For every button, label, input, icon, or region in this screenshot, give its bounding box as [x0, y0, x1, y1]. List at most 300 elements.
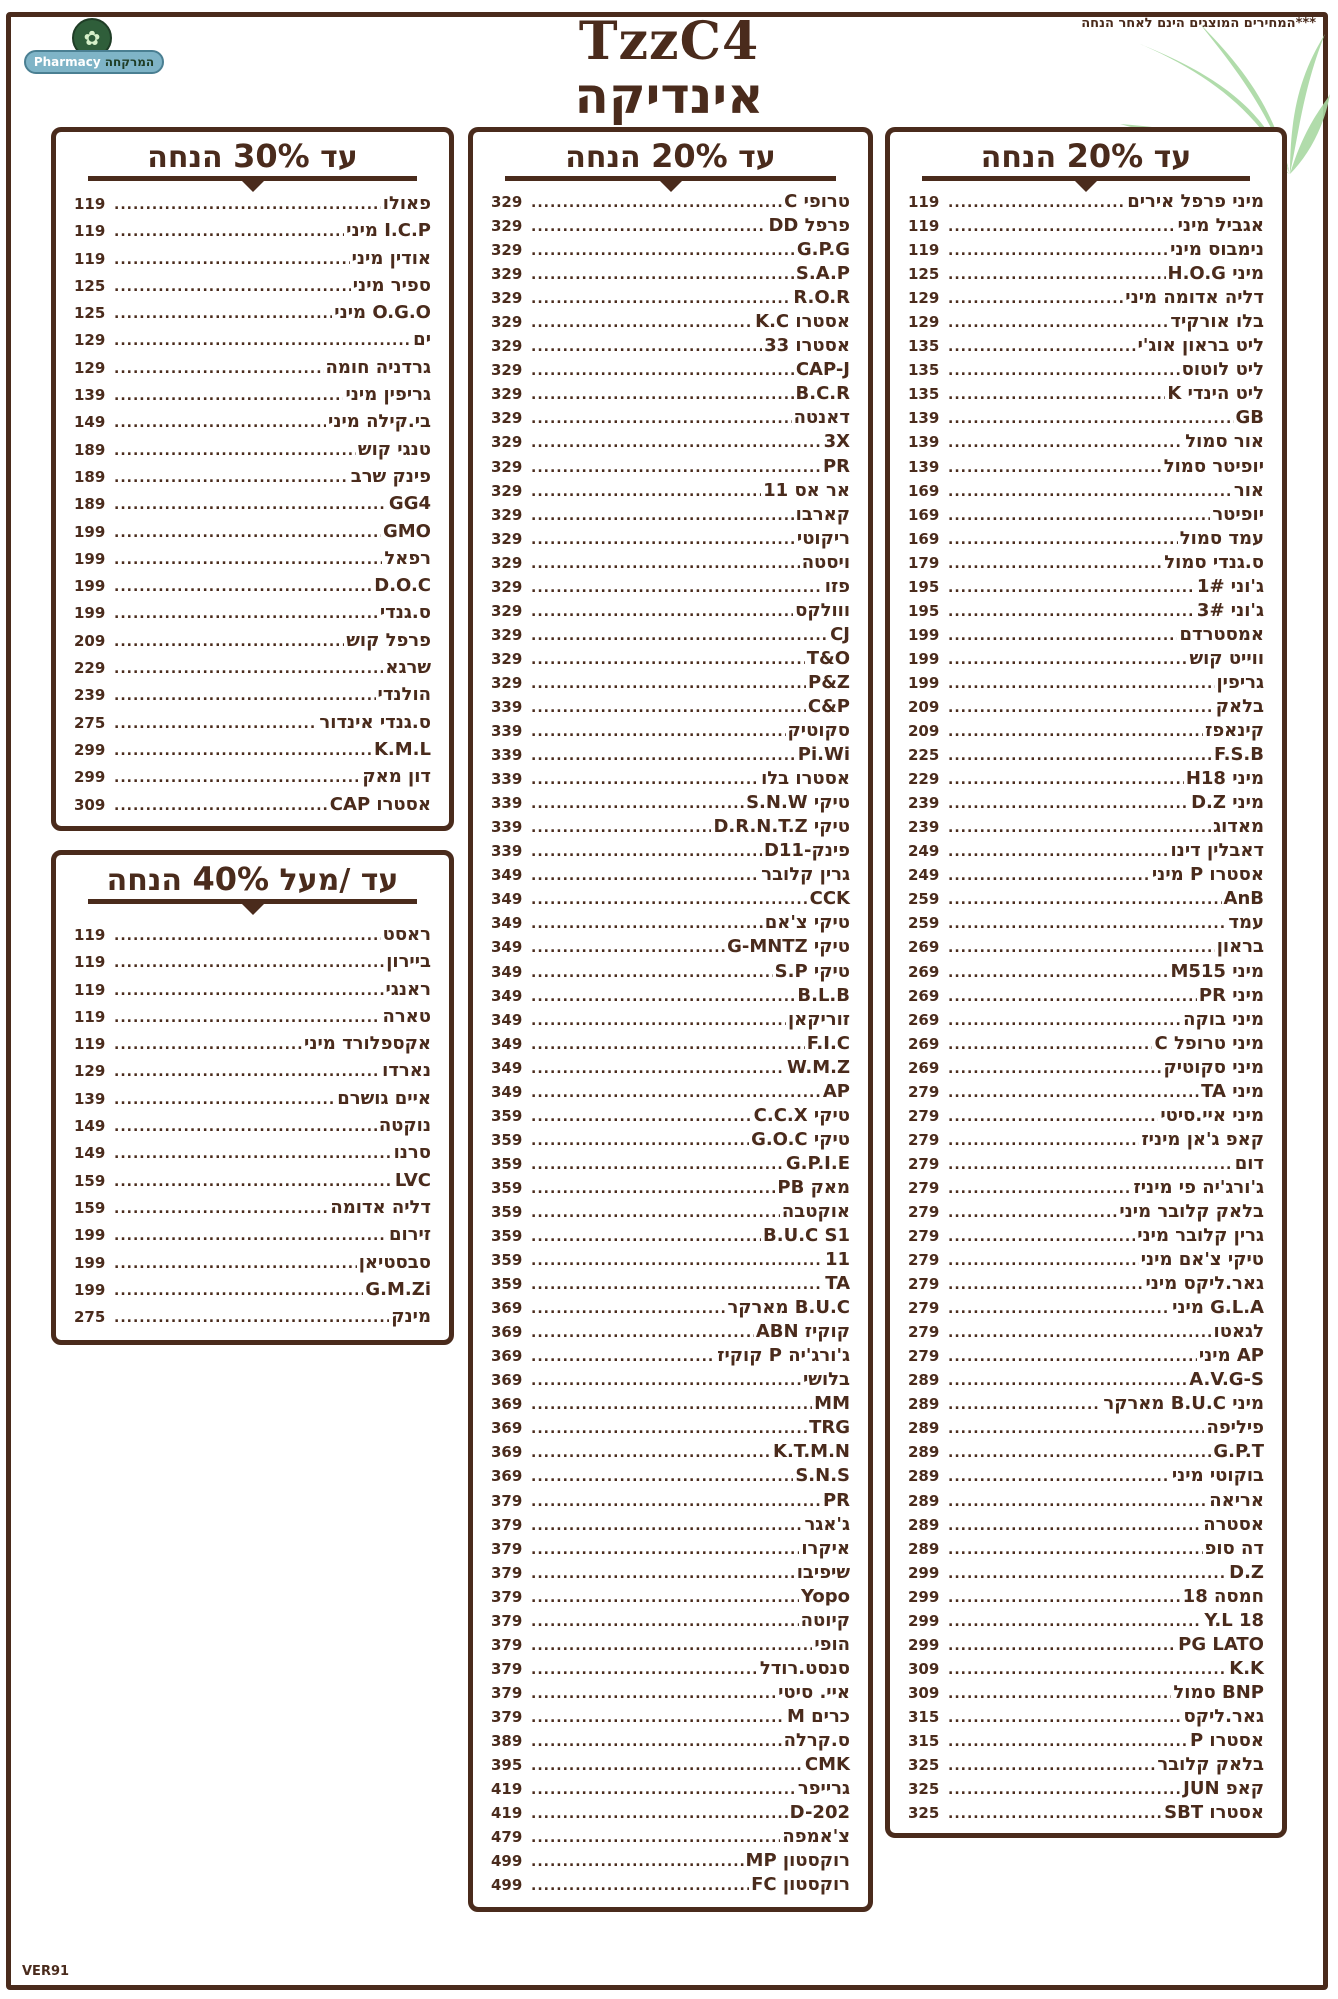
item-price: 299 [908, 1563, 940, 1582]
list-item [908, 1368, 1264, 1392]
list-item [908, 647, 1264, 671]
item-name: בלו אורקיד [1170, 311, 1264, 333]
item-name: בלאק קלובר מיני [1119, 1200, 1264, 1222]
list-item [74, 763, 431, 790]
item-price: 279 [908, 1082, 940, 1101]
item-price: 349 [491, 890, 523, 909]
dot-leader [948, 1129, 1139, 1153]
item-price: 209 [74, 631, 106, 650]
dot-leader [531, 888, 808, 912]
list-item [491, 1753, 850, 1777]
item-name: LVC [394, 1169, 431, 1191]
item-name: GB [1235, 407, 1264, 429]
item-price: 369 [491, 1323, 523, 1342]
item-name: מאק PB [777, 1176, 850, 1198]
list-item [908, 671, 1264, 695]
list-item [908, 262, 1264, 286]
list-item [491, 671, 850, 695]
item-price: 129 [908, 289, 940, 308]
list-item [74, 518, 431, 545]
list-item [491, 1681, 850, 1705]
item-price: 269 [908, 986, 940, 1005]
dot-leader [531, 792, 744, 816]
dot-leader [114, 492, 387, 519]
dot-leader [114, 1005, 380, 1032]
list-item [74, 272, 431, 299]
list-item [908, 1513, 1264, 1537]
dot-leader [114, 247, 350, 274]
list-item [908, 1537, 1264, 1561]
dot-leader [948, 672, 1215, 696]
item-name: פינק-D11 [763, 840, 850, 862]
item-name: שרגא [385, 657, 431, 679]
dot-leader [948, 1249, 1139, 1273]
item-price: 189 [74, 440, 106, 459]
item-name: עמד סמול [1179, 527, 1264, 549]
item-name: איי. סיטי [778, 1681, 850, 1703]
list-item [908, 839, 1264, 863]
item-price: 379 [491, 1539, 523, 1558]
dot-leader [948, 840, 1168, 864]
item-price: 119 [908, 241, 940, 260]
dot-leader [948, 1754, 1155, 1778]
dot-leader [948, 985, 1197, 1009]
dot-leader [114, 574, 372, 601]
list-item [908, 358, 1264, 382]
item-price: 325 [908, 1780, 940, 1799]
dot-leader [948, 1009, 1181, 1033]
dot-leader [531, 936, 725, 960]
dot-leader [531, 311, 753, 335]
item-name: אריאה [1209, 1489, 1264, 1511]
list-item [491, 1609, 850, 1633]
item-name: D-202 [789, 1802, 850, 1824]
item-price: 119 [74, 249, 106, 268]
dot-leader [948, 936, 1215, 960]
dot-leader [531, 504, 794, 528]
item-name: נימבוס מיני [1170, 239, 1264, 261]
dot-leader [114, 1169, 393, 1196]
list-item [908, 310, 1264, 334]
item-price: 269 [908, 1058, 940, 1077]
item-price: 379 [491, 1707, 523, 1726]
dot-leader [114, 1059, 380, 1086]
item-name: קוקיז ABN [755, 1321, 850, 1343]
item-name: פזו [824, 575, 850, 597]
item-price: 239 [908, 794, 940, 813]
list-item [908, 1753, 1264, 1777]
item-name: G.P.G [796, 239, 850, 261]
list-item [491, 238, 850, 262]
price-list [908, 190, 1264, 1825]
dot-leader [531, 359, 794, 383]
item-price: 369 [491, 1299, 523, 1318]
item-name: מינק [391, 1306, 431, 1328]
item-name: מיני H18 [1185, 768, 1264, 790]
item-price: 299 [908, 1611, 940, 1630]
item-price: 199 [74, 522, 106, 541]
list-item [908, 1392, 1264, 1416]
item-price: 325 [908, 1804, 940, 1823]
list-item [908, 1032, 1264, 1056]
item-name: פיליפה [1206, 1417, 1264, 1439]
item-name: טיקי S.P [774, 960, 850, 982]
list-item [908, 1440, 1264, 1464]
title-prefix: עד [738, 140, 776, 175]
item-name: סנסט.רודל [759, 1657, 850, 1679]
dot-leader [531, 720, 786, 744]
dot-leader [531, 816, 711, 840]
item-name: לגאטו [1213, 1321, 1264, 1343]
list-item [74, 736, 431, 763]
item-price: 225 [908, 746, 940, 765]
dot-leader [948, 1297, 1170, 1321]
item-name: מיני איי.סיטי [1160, 1104, 1264, 1126]
item-name: גרין קלובר [761, 864, 850, 886]
dot-leader [948, 864, 1150, 888]
dot-leader [114, 383, 343, 410]
item-name: אמסטרדם [1179, 623, 1264, 645]
item-price: 419 [491, 1780, 523, 1799]
dot-leader [948, 1490, 1207, 1514]
dot-leader [114, 274, 351, 301]
item-price: 379 [491, 1635, 523, 1654]
dot-leader [531, 696, 806, 720]
item-price: 329 [491, 241, 523, 260]
dot-leader [531, 1153, 784, 1177]
item-price: 269 [908, 938, 940, 957]
dot-leader [948, 792, 1189, 816]
item-price: 239 [74, 686, 106, 705]
dot-leader [114, 1305, 389, 1332]
panel-30-percent [51, 127, 454, 831]
list-item [491, 382, 850, 406]
dot-leader [948, 720, 1203, 744]
item-name: אסטרו CAP [329, 793, 431, 815]
item-name: רוקסטון MP [745, 1850, 850, 1872]
dot-leader [948, 552, 1162, 576]
item-price: 289 [908, 1491, 940, 1510]
item-name: Y.L 18 [1204, 1609, 1264, 1631]
list-item [491, 887, 850, 911]
list-item [908, 1104, 1264, 1128]
item-price: 379 [491, 1659, 523, 1678]
item-price: 329 [491, 385, 523, 404]
item-price: 169 [908, 481, 940, 500]
item-price: 135 [908, 337, 940, 356]
dot-leader [114, 601, 378, 628]
dot-leader [531, 1105, 752, 1129]
dot-leader [948, 1369, 1187, 1393]
list-item [908, 190, 1264, 214]
dot-leader [948, 912, 1226, 936]
dot-leader [948, 456, 1162, 480]
list-item [908, 1801, 1264, 1825]
item-price: 209 [908, 697, 940, 716]
dot-leader [948, 1778, 1181, 1802]
item-price: 119 [74, 1007, 106, 1026]
item-price: 279 [908, 1251, 940, 1270]
dot-leader [114, 192, 381, 219]
list-item [491, 1825, 850, 1849]
item-price: 349 [491, 986, 523, 1005]
item-name: מיני פרפל אירים [1127, 191, 1264, 212]
item-price: 289 [908, 1515, 940, 1534]
dot-leader [531, 1345, 715, 1369]
list-item [74, 326, 431, 353]
item-price: 315 [908, 1732, 940, 1750]
item-name: פאולו [382, 193, 431, 214]
dot-leader [948, 1321, 1212, 1345]
item-price: 379 [491, 1515, 523, 1534]
dot-leader [531, 263, 794, 287]
item-price: 359 [491, 1275, 523, 1294]
dot-leader [114, 1196, 328, 1223]
list-item [491, 1152, 850, 1176]
item-price: 119 [74, 953, 106, 972]
list-item [491, 960, 850, 984]
list-item [491, 527, 850, 551]
item-price: 275 [74, 713, 106, 732]
dot-leader [531, 648, 805, 672]
item-name: אסטרו P [1189, 1730, 1264, 1751]
item-name: טנגי קוש [357, 438, 431, 460]
item-name: דאנטה [793, 407, 850, 429]
list-item [908, 1464, 1264, 1488]
list-item [908, 695, 1264, 719]
item-price: 299 [74, 740, 106, 759]
brand-name: TzzC4 [578, 11, 760, 72]
item-name: אסטרו K.C [755, 311, 850, 333]
list-item [908, 1296, 1264, 1320]
item-name: ג'ורג'יה פי מיניז [1133, 1176, 1264, 1198]
dot-leader [531, 456, 821, 480]
dot-leader [948, 1201, 1117, 1225]
dot-leader [531, 1201, 780, 1225]
item-name: ג'ורג'יה P קוקיז [717, 1345, 850, 1367]
item-name: W.M.Z [786, 1056, 850, 1078]
dot-leader [531, 1009, 786, 1033]
list-item [491, 1440, 850, 1464]
item-name: B.U.C S1 [763, 1225, 850, 1247]
dot-leader [531, 431, 822, 455]
item-price: 139 [908, 409, 940, 428]
dot-leader [531, 985, 795, 1009]
title-percent: 20% [651, 137, 728, 175]
list-item [74, 463, 431, 490]
list-item [491, 1128, 850, 1152]
list-item [491, 1537, 850, 1561]
item-price: 279 [908, 1347, 940, 1366]
item-price: 379 [491, 1683, 523, 1702]
list-item [491, 1777, 850, 1801]
item-price: 199 [74, 1226, 106, 1245]
dot-leader [948, 1081, 1199, 1105]
item-price: 199 [74, 604, 106, 623]
list-item [74, 1249, 431, 1276]
item-name: B.U.C מארקר [727, 1297, 850, 1319]
item-price: 119 [74, 980, 106, 999]
item-name: ג'וני 3# [1196, 599, 1264, 621]
item-name: גריפין [1216, 671, 1264, 693]
item-price: 279 [908, 1275, 940, 1294]
item-name: F.I.C [806, 1032, 850, 1054]
item-name: T&O [806, 647, 850, 669]
dot-leader [531, 1634, 812, 1658]
item-name: BNP סמול [1173, 1681, 1264, 1703]
item-name: דליה אדומה מיני [1125, 287, 1264, 309]
list-item [74, 1194, 431, 1221]
item-name: B.L.B [797, 984, 850, 1006]
item-name: מאדוג [1213, 816, 1264, 838]
item-name: טרופי C [784, 191, 850, 212]
list-item [491, 1056, 850, 1080]
dot-leader [948, 1634, 1176, 1658]
dot-leader [948, 1273, 1143, 1297]
dot-leader [531, 1586, 799, 1610]
list-item [908, 911, 1264, 935]
dot-leader [948, 1706, 1182, 1730]
item-name: B.C.R [795, 383, 850, 405]
item-price: 269 [908, 1010, 940, 1029]
list-item [491, 262, 850, 286]
item-name: טיקי צ'אם מיני [1140, 1249, 1264, 1271]
item-price: 209 [908, 722, 940, 741]
item-price: 279 [908, 1227, 940, 1246]
item-price: 129 [908, 313, 940, 332]
panel-40-percent [51, 850, 454, 1345]
item-name: מיני טרופל C [1154, 1032, 1264, 1054]
list-item [908, 1489, 1264, 1513]
item-name: G.P.I.E [785, 1152, 850, 1174]
list-item [491, 1729, 850, 1753]
item-name: דאבלין דינו [1170, 840, 1264, 862]
item-name: PG LATO [1178, 1633, 1264, 1655]
version-label: VER91 [22, 1964, 70, 1979]
item-name: הופי [814, 1633, 850, 1655]
dot-leader [531, 215, 766, 239]
item-price: 279 [908, 1299, 940, 1318]
title-percent: 20% [1066, 137, 1144, 175]
item-name: C&P [807, 695, 850, 717]
dot-leader [531, 239, 795, 263]
item-price: 395 [491, 1756, 523, 1775]
item-price: 339 [491, 722, 523, 741]
list-item [74, 1303, 431, 1330]
item-price: 199 [74, 1280, 106, 1299]
dot-leader [114, 1223, 387, 1250]
list-item [74, 381, 431, 408]
item-name: דליה אדומה [330, 1196, 431, 1218]
item-name: גרייפר [797, 1778, 850, 1800]
item-name: אסטרה [1203, 1513, 1264, 1535]
item-name: אסטרו P מיני [1151, 864, 1264, 886]
item-price: 149 [74, 1144, 106, 1163]
dot-leader [948, 1658, 1227, 1682]
item-name: מיני בוקה [1183, 1008, 1264, 1030]
item-name: AnB [1223, 888, 1264, 910]
item-price: 269 [908, 1034, 940, 1053]
price-list [74, 190, 431, 818]
list-item [491, 1368, 850, 1392]
list-item [491, 1464, 850, 1488]
list-item [908, 406, 1264, 430]
item-name: קאפ JUN [1183, 1778, 1264, 1800]
item-name: טיקי G.O.C [751, 1128, 850, 1150]
item-price: 359 [491, 1227, 523, 1246]
list-item [491, 214, 850, 238]
list-item [491, 310, 850, 334]
item-name: K.T.M.N [773, 1441, 850, 1463]
item-name: TRG [809, 1417, 850, 1439]
item-price: 289 [908, 1395, 940, 1414]
item-name: איקרו [801, 1537, 850, 1559]
dot-leader [948, 1225, 1135, 1249]
dot-leader [948, 528, 1178, 552]
dot-leader [948, 335, 1136, 359]
title-suffix: הנחה [147, 140, 223, 175]
item-name: P&Z [808, 671, 850, 693]
item-name: בלאק [1215, 695, 1264, 717]
item-name: טיקי S.N.W [746, 792, 850, 814]
dot-leader [114, 328, 411, 355]
list-item [908, 551, 1264, 575]
item-name: גריפין מיני [345, 384, 431, 406]
item-price: 279 [908, 1106, 940, 1125]
item-price: 289 [908, 1467, 940, 1486]
list-item [908, 599, 1264, 623]
list-item [74, 791, 431, 818]
list-item [74, 1112, 431, 1139]
item-name: אודין מיני [351, 247, 431, 269]
dot-leader [114, 765, 360, 792]
dot-leader [531, 768, 759, 792]
list-item [908, 791, 1264, 815]
item-name: פרפל קוש [346, 629, 431, 651]
dot-leader [531, 840, 762, 864]
list-item [491, 935, 850, 959]
item-price: 199 [74, 1253, 106, 1272]
list-item [491, 1873, 850, 1897]
dot-leader [948, 1177, 1132, 1201]
item-name: ליט לוטוס [1181, 359, 1264, 381]
item-price: 329 [491, 529, 523, 548]
list-item [491, 575, 850, 599]
item-price: 119 [74, 926, 106, 944]
list-item [908, 1248, 1264, 1272]
item-price: 129 [74, 358, 106, 377]
item-name: G.L.A מיני [1172, 1297, 1264, 1319]
item-price: 349 [491, 866, 523, 885]
item-name: גאר.ליקס [1183, 1705, 1264, 1727]
item-name: יופיטר סמול [1163, 455, 1264, 477]
item-name: AP מיני [1198, 1345, 1264, 1367]
dot-leader [531, 1033, 805, 1057]
item-price: 129 [74, 331, 106, 350]
list-item [491, 551, 850, 575]
item-price: 279 [908, 1130, 940, 1149]
item-price: 159 [74, 1171, 106, 1190]
list-item [74, 490, 431, 517]
item-name: R.O.R [793, 287, 850, 309]
item-name: PR [822, 455, 850, 477]
dot-leader [948, 888, 1222, 912]
dot-leader [114, 465, 349, 492]
item-price: 339 [491, 770, 523, 789]
item-price: 249 [908, 842, 940, 861]
item-price: 199 [74, 577, 106, 596]
item-name: G.P.T [1213, 1441, 1264, 1463]
